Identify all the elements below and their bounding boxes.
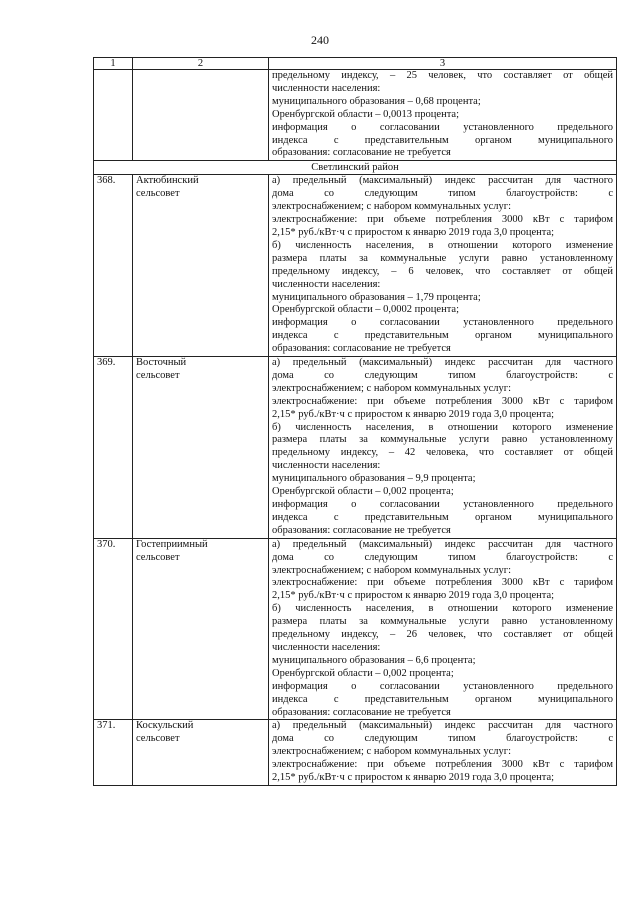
text-line: Оренбургской области – 0,002 процента; <box>272 486 454 498</box>
text-line: б) численность населения, в отношении которого изменение <box>272 421 613 433</box>
text-line: размера платы за коммунальные услуги равно установленному <box>272 252 613 264</box>
text-line: Оренбургской области – 0,002 процента; <box>272 667 454 679</box>
text-line: дома со следующим типом благоустройств: с <box>272 188 613 200</box>
header-col-2: 2 <box>133 58 269 70</box>
description-cell <box>269 175 617 357</box>
continuation-row <box>94 70 617 161</box>
table-row <box>94 175 617 357</box>
continuation-num-cell <box>94 70 133 161</box>
text-line: предельному индексу, – 25 человек, что составляет от общей <box>272 70 613 81</box>
text-line: 2,15* руб./кВт·ч с приростом к январю 2019 года 3,0 процента; <box>272 590 555 602</box>
text-line: б) численность населения, в отношении которого изменение <box>272 239 613 251</box>
text-line: индекса с представительным органом муниципального <box>272 693 613 705</box>
text-line: образования: согласование не требуется <box>272 524 451 536</box>
page-number: 240 <box>311 33 329 47</box>
name-line: Коскульский <box>136 720 194 732</box>
municipality-name <box>133 720 269 786</box>
text-line: численности населения: <box>272 278 381 290</box>
text-line: предельному индексу, – 6 человек, что составляет от общей <box>272 265 613 277</box>
text-line: а) предельный (максимальный) индекс рассчитан для частного <box>272 357 613 369</box>
text-line: электроснабжение: при объеме потребления 3000 кВт с тарифом <box>272 214 613 226</box>
text-line: муниципального образования – 1,79 процента; <box>272 291 481 303</box>
text-line: 2,15* руб./кВт·ч с приростом к январю 2019 года 3,0 процента; <box>272 226 555 238</box>
row-number: 371. <box>94 720 133 786</box>
text-line: дома со следующим типом благоустройств: с <box>272 733 613 745</box>
description-cell <box>269 720 617 786</box>
name-line: Восточный <box>136 357 187 369</box>
text-line: предельному индексу, – 42 человека, что составляет от общей <box>272 447 613 459</box>
region-title: Светлинский район <box>94 161 617 175</box>
text-line: дома со следующим типом благоустройств: с <box>272 369 613 381</box>
text-line: электроснабжение: при объеме потребления 3000 кВт с тарифом <box>272 395 613 407</box>
description-cell <box>269 538 617 720</box>
text-line: образования: согласование не требуется <box>272 706 451 718</box>
header-col-1: 1 <box>94 58 133 70</box>
row-number: 370. <box>94 538 133 720</box>
text-line: дома со следующим типом благоустройств: с <box>272 551 613 563</box>
text-line: электроснабжение: при объеме потребления 3000 кВт с тарифом <box>272 759 613 771</box>
text-line: Оренбургской области – 0,0013 процента; <box>272 108 459 120</box>
text-line: численности населения: <box>272 82 381 94</box>
text-line: электроснабжением; с набором коммунальных услуг: <box>272 564 511 576</box>
name-line: сельсовет <box>136 733 180 745</box>
text-line: электроснабжением; с набором коммунальных услуг: <box>272 382 511 394</box>
municipality-name <box>133 538 269 720</box>
continuation-text-cell <box>269 70 617 161</box>
name-line: сельсовет <box>136 551 180 563</box>
text-line: образования: согласование не требуется <box>272 343 451 355</box>
text-line: размера платы за коммунальные услуги равно установленному <box>272 616 613 628</box>
text-line: муниципального образования – 9,9 процента; <box>272 473 476 485</box>
text-line: б) численность населения, в отношении которого изменение <box>272 603 613 615</box>
table-header-row <box>94 58 617 70</box>
text-line: Оренбургской области – 0,0002 процента; <box>272 304 459 316</box>
municipality-name <box>133 357 269 539</box>
text-line: а) предельный (максимальный) индекс рассчитан для частного <box>272 175 613 187</box>
text-line: информация о согласовании установленного предельного <box>272 317 613 329</box>
row-number: 368. <box>94 175 133 357</box>
text-line: индекса с представительным органом муниципального <box>272 330 613 342</box>
text-line: а) предельный (максимальный) индекс рассчитан для частного <box>272 720 613 732</box>
text-line: 2,15* руб./кВт·ч с приростом к январю 2019 года 3,0 процента; <box>272 408 555 420</box>
table-row <box>94 357 617 539</box>
text-line: электроснабжением; с набором коммунальных услуг: <box>272 201 511 213</box>
table-row <box>94 538 617 720</box>
text-line: 2,15* руб./кВт·ч с приростом к январю 2019 года 3,0 процента; <box>272 772 555 784</box>
name-line: сельсовет <box>136 188 180 200</box>
text-line: численности населения: <box>272 641 381 653</box>
text-line: информация о согласовании установленного предельного <box>272 121 613 133</box>
continuation-name-cell <box>133 70 269 161</box>
text-line: электроснабжение: при объеме потребления 3000 кВт с тарифом <box>272 577 613 589</box>
text-line: образования: согласование не требуется <box>272 147 451 159</box>
description-cell <box>269 357 617 539</box>
name-line: Гостеприимный <box>136 538 208 550</box>
text-line: индекса с представительным органом муниципального <box>272 511 613 523</box>
tariff-table <box>93 57 617 786</box>
text-line: муниципального образования – 6,6 процента; <box>272 654 476 666</box>
region-row <box>94 161 617 175</box>
name-line: сельсовет <box>136 369 180 381</box>
row-number: 369. <box>94 357 133 539</box>
text-line: муниципального образования – 0,68 процента; <box>272 95 481 107</box>
table-row <box>94 720 617 786</box>
text-line: размера платы за коммунальные услуги равно установленному <box>272 434 613 446</box>
text-line: информация о согласовании установленного предельного <box>272 499 613 510</box>
text-line: информация о согласовании установленного предельного <box>272 680 613 692</box>
text-line: предельному индексу, – 26 человек, что составляет от общей <box>272 629 613 641</box>
text-line: индекса с представительным органом муниципального <box>272 134 613 146</box>
text-line: численности населения: <box>272 460 381 472</box>
header-col-3: 3 <box>269 58 617 70</box>
name-line: Актюбинский <box>136 175 199 187</box>
text-line: а) предельный (максимальный) индекс рассчитан для частного <box>272 538 613 550</box>
text-line: электроснабжением; с набором коммунальных услуг: <box>272 746 511 758</box>
municipality-name <box>133 175 269 357</box>
